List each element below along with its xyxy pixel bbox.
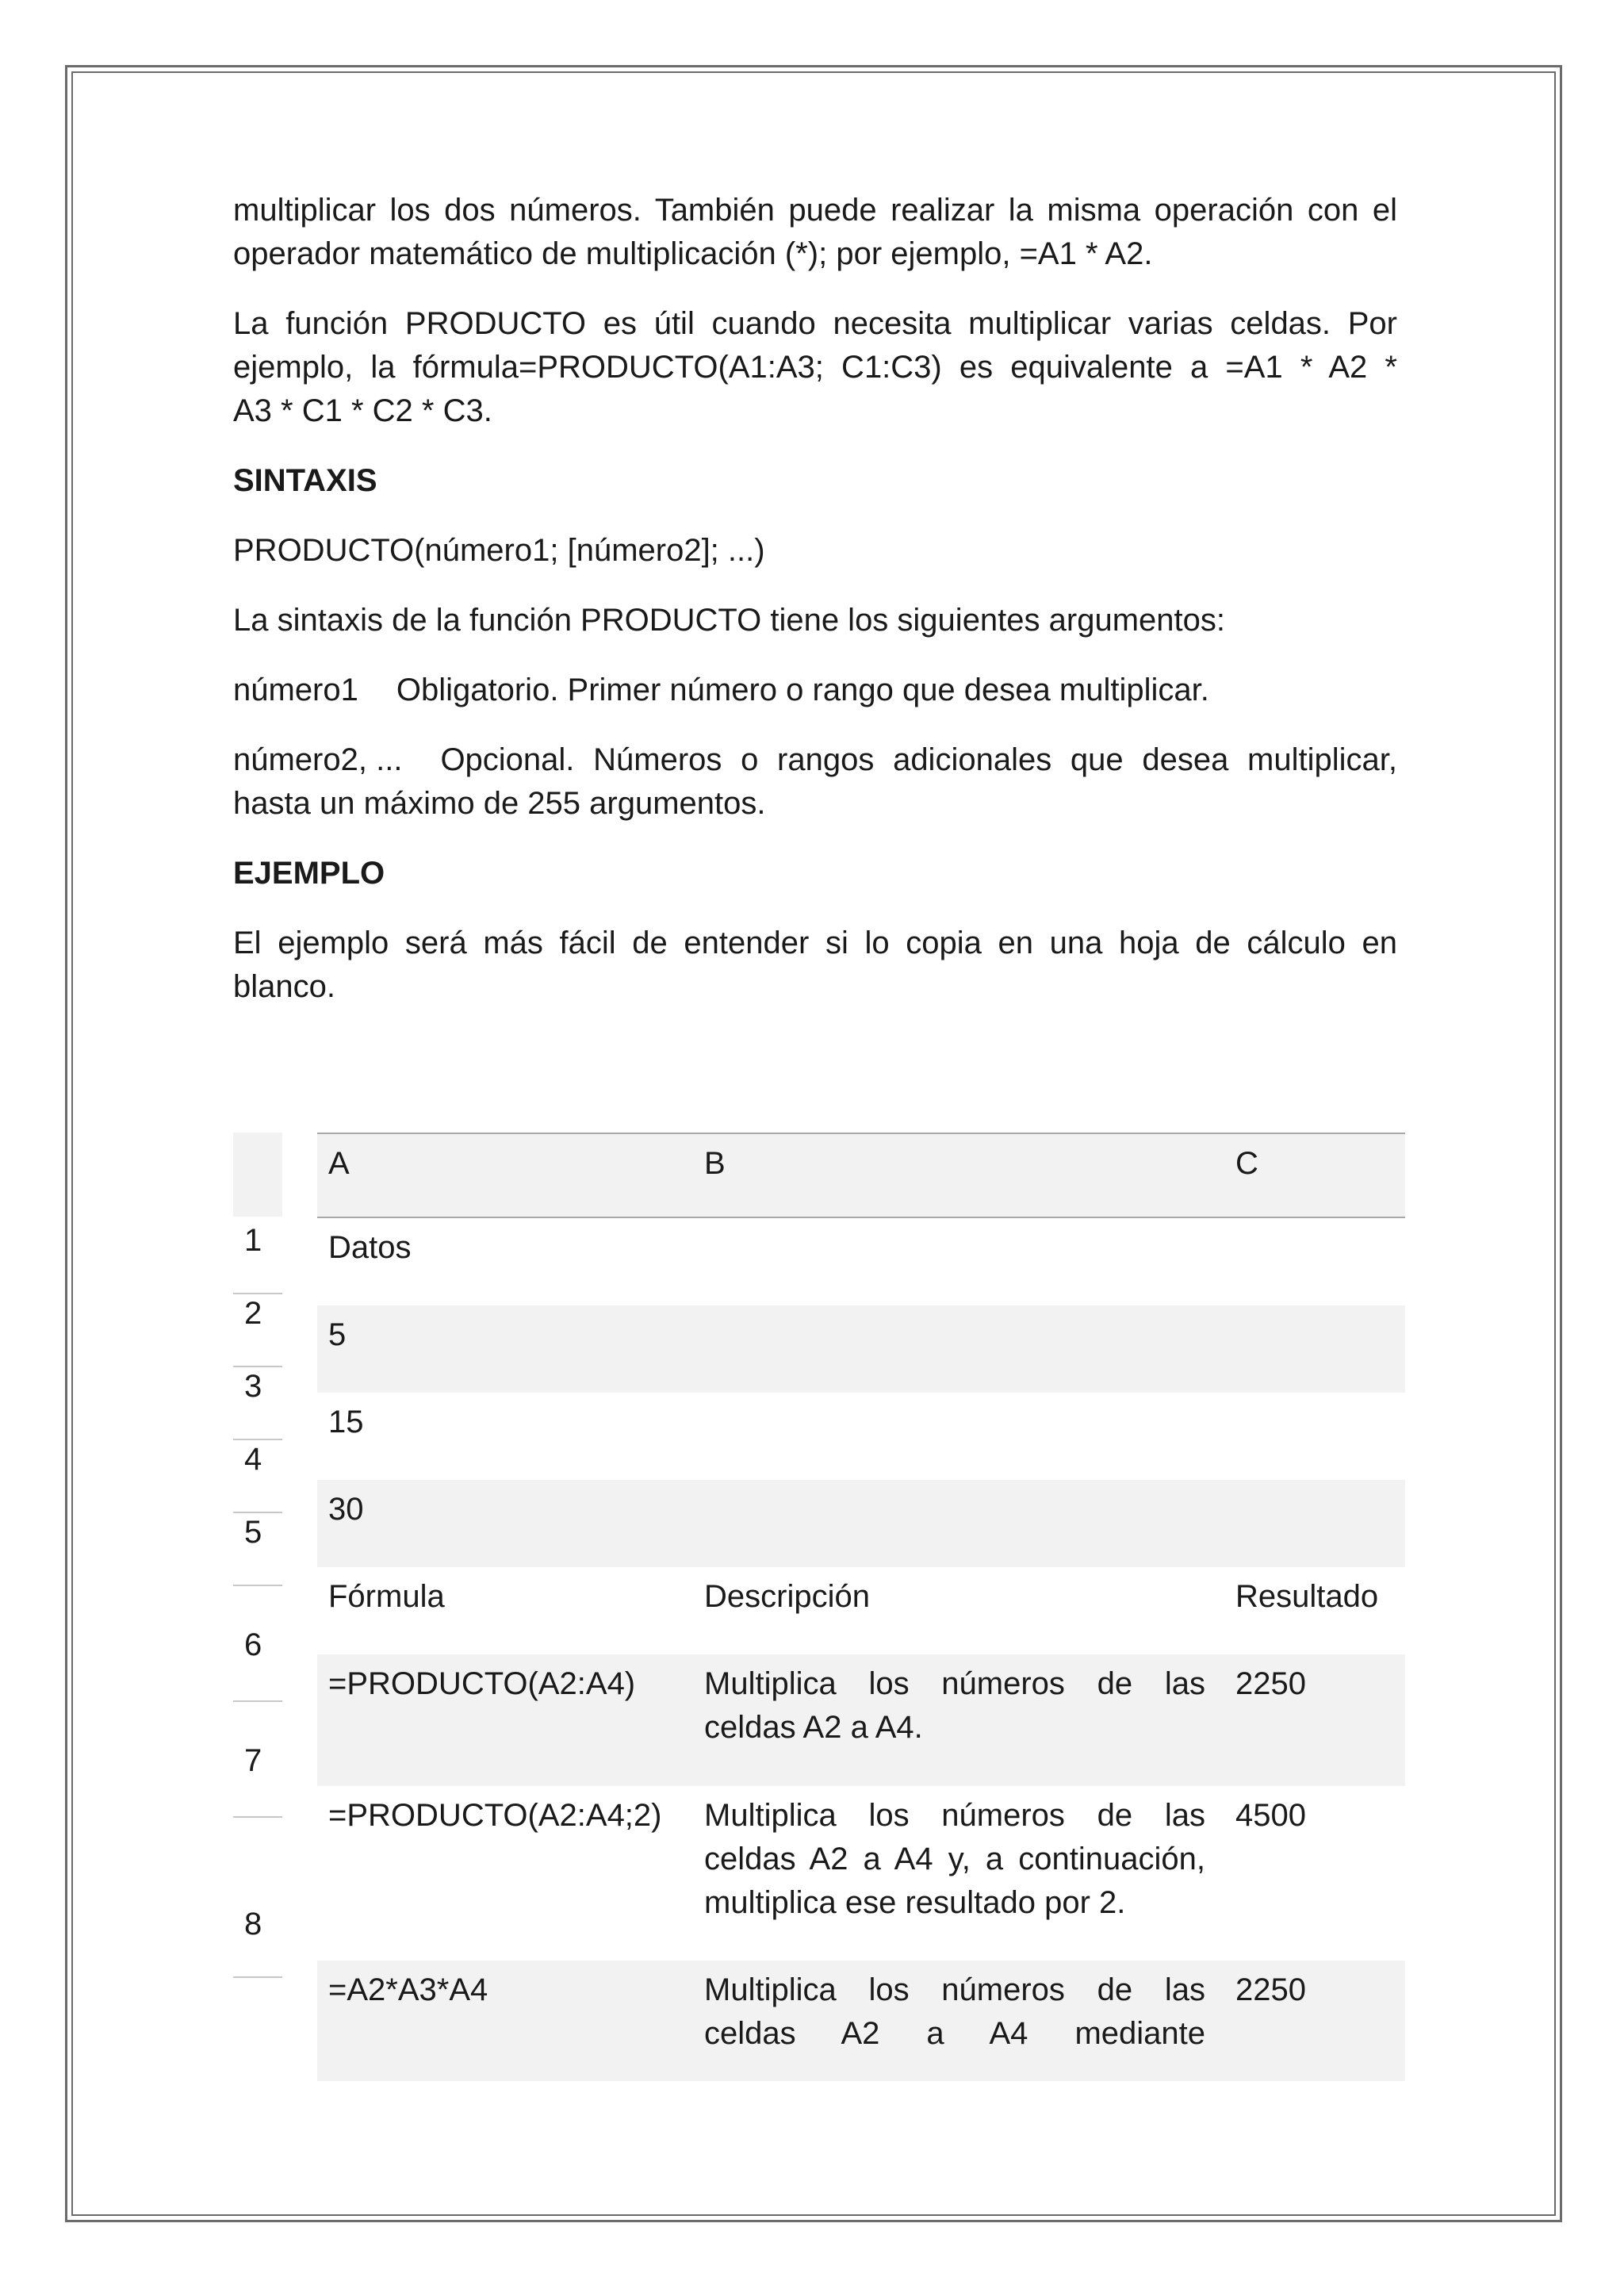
table-header-row [317,1133,1405,1218]
example-text-line-1: El ejemplo será más fácil de entender si lo copia en una hoja de cálculo en [233,926,1397,960]
table-row [317,1786,1405,1961]
syntax-args-intro: La sintaxis de la función PRODUCTO tiene los siguientes argumentos: [233,603,1225,638]
intro-paragraph-2 [233,302,1397,433]
row-number: 7 [233,1702,282,1818]
cell-b8: Multiplica los números de las celdas A2 a A4 mediante [704,1972,1205,2051]
argument-2-line-2: hasta un máximo de 255 argumentos. [233,786,766,821]
argument-2 [233,738,1397,826]
cell-b7: Multiplica los números de las celdas A2 a A4 y, a continuación, multiplica ese resultado por 2. [704,1798,1205,1920]
cell-c8: 2250 [1235,1972,1306,2007]
row-number: 8 [233,1818,282,1978]
row-number: 5 [233,1513,282,1586]
intro-paragraph-2-line-2: ejemplo, la fórmula=PRODUCTO(A1:A3; C1:C3) es equivalente a =A1 * A2 * [233,350,1397,385]
syntax-signature: PRODUCTO(número1; [número2]; ...) [233,533,765,568]
example-text [233,922,1397,1009]
cell-c5: Resultado [1235,1579,1379,1614]
table-row [317,1567,1405,1654]
row-number: 2 [233,1294,282,1367]
cell-b5: Descripción [704,1579,870,1614]
row-number: 3 [233,1367,282,1440]
row-number: 1 [233,1221,282,1294]
intro-paragraph-2-line-3: A3 * C1 * C2 * C3. [233,393,492,428]
intro-paragraph-2-line-1: La función PRODUCTO es útil cuando necesita multiplicar varias celdas. Por [233,306,1397,341]
cell-a2: 5 [328,1317,347,1352]
cell-a7: =PRODUCTO(A2:A4;2) [328,1798,662,1833]
table-row [317,1305,1405,1393]
cell-c6: 2250 [1235,1666,1306,1701]
syntax-heading: SINTAXIS [233,463,377,498]
cell-b6: Multiplica los números de las celdas A2 a A4. [704,1666,1205,1745]
cell-a5: Fórmula [328,1579,445,1614]
cell-a1: Datos [328,1230,412,1265]
table-row [317,1393,1405,1480]
table-row [317,1654,1405,1786]
example-text-line-2: blanco. [233,969,335,1004]
document-body [233,189,1397,1009]
cell-a3: 15 [328,1405,364,1439]
intro-paragraph-1-line-1: multiplicar los dos números. También puede realizar la misma operación con el [233,193,1397,228]
table-row [317,1218,1405,1305]
column-header-a: A [328,1146,350,1181]
table-row [317,1961,1405,2081]
column-header-b: B [704,1146,726,1181]
cell-c7: 4500 [1235,1798,1306,1833]
argument-2-line-1 [233,738,1397,782]
cell-a6: =PRODUCTO(A2:A4) [328,1666,636,1701]
argument-2-description: Opcional. Números o rangos adicionales que desea multiplicar, [440,742,1397,777]
row-number-header [233,1133,282,1217]
argument-1 [233,669,1397,712]
example-heading: EJEMPLO [233,856,385,891]
column-header-c: C [1235,1146,1258,1181]
argument-1-description: Obligatorio. Primer número o rango que desea multiplicar. [396,673,1209,707]
cell-a8: =A2*A3*A4 [328,1972,488,2007]
argument-1-name: número1 [233,673,358,707]
intro-paragraph-1-line-2: operador matemático de multiplicación (*); por ejemplo, =A1 * A2. [233,236,1153,271]
table-row [317,1480,1405,1567]
row-number: 4 [233,1440,282,1513]
row-number: 6 [233,1586,282,1702]
cell-a4: 30 [328,1492,364,1527]
argument-2-name: número2, ... [233,742,403,777]
